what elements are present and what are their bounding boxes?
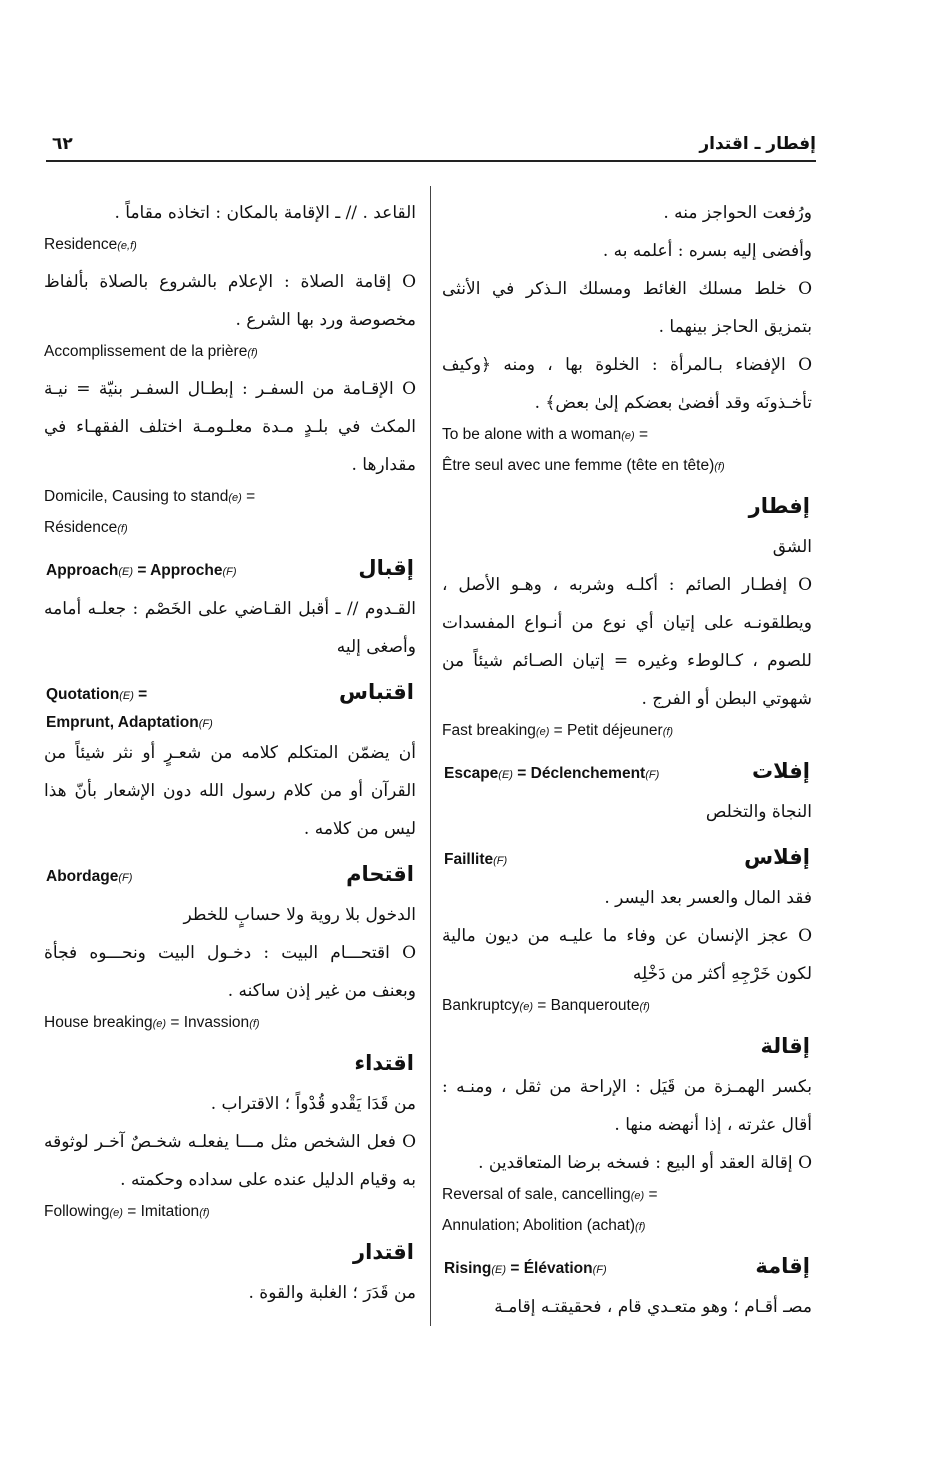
english-definition: Residence(e,f) [44,236,137,253]
left-column [44,194,416,1312]
right-column [442,194,812,1326]
entry-heading [44,680,416,714]
english-definition: Following(e) = Imitation(f) [44,1203,210,1220]
headword: إفلات [752,759,810,783]
english-definition: Reversal of sale, cancelling(e) = [442,1186,658,1203]
entry-heading [442,494,812,528]
arabic-definition: النجاة والتخلص [705,802,812,822]
entry-heading [442,1034,812,1068]
arabic-definition: أن يضمّن المتكلم كلامه من شعـرٍ أو نثر شيئاً من القرآن أو من كلام رسول الله دون الإشعار بأنّ هذا ليس من كلامه . [44,743,416,839]
arabic-definition: من قَدَا يَقْدو قُدْواً ؛ الاقتراب . [210,1094,416,1114]
running-head: إفطار ـ اقتدار [699,134,816,154]
arabic-definition: مصـ أقـام ؛ وهو متعـدي قام ، فحقيقتـه إقامـة [494,1297,812,1317]
arabic-definition: بكسر الهمـزة من قَيَل : الإراحة من ثقل ، ومنـه : أقال عثرته ، إذا أنهضه منها . [442,1077,812,1135]
arabic-definition: O عجز الإنسان عن وفاء ما عليـه من ديون مالية لكون خَرْجِهِ أكثر من دَخْلِه [442,926,812,984]
headword: إفطار [748,494,810,518]
english-definition: To be alone with a woman(e) = [442,426,649,443]
english-definition: Annulation; Abolition (achat)(f) [442,1217,646,1234]
entry-heading [442,759,812,793]
arabic-definition: فقد المال والعسر بعد اليسر . [604,888,812,908]
page-header [46,130,816,164]
translation-equivalent-cont: Emprunt, Adaptation(F) [46,714,213,731]
page-number: ٦٢ [52,134,73,154]
arabic-definition: O إقامة الصلاة : الإعلام بالشروع بالصلاة بألفاظ مخصوصة ورد بها الشرع . [44,272,416,330]
translation-equivalent: Rising(E) = Élévation(F) [444,1260,607,1277]
translation-equivalent: Approach(E) = Approche(F) [46,562,237,579]
arabic-definition: O اقتحـــام البيت : دخـول البيت ونحـــوه فجأة وبعنف من غير إذن ساكنه . [44,943,416,1001]
english-definition: House breaking(e) = Invassion(f) [44,1014,260,1031]
translation-equivalent: Escape(E) = Déclenchement(F) [444,765,660,782]
translation-equivalent: Faillite(F) [444,851,508,868]
entry-heading [44,1240,416,1274]
arabic-definition: القاعد . // ـ الإقامة بالمكان : اتخاذه مقاماً . [114,203,416,223]
english-definition: Résidence(f) [44,519,128,536]
translation-equivalent: Quotation(E) = [46,686,148,703]
arabic-definition: القـدوم // ـ أقبل القـاضي على الخَصْم : جعلـه أمامه وأصغى إليه [44,599,416,657]
entry-heading [442,1254,812,1288]
english-definition: Fast breaking(e) = Petit déjeuner(f) [442,722,674,739]
arabic-definition: وأفضى إليه بسره : أعلمه به . [602,241,812,261]
headword: اقتحام [346,862,414,886]
arabic-definition: ورُفعت الحواجز منه . [663,203,812,223]
entry-heading [44,556,416,590]
arabic-definition: الشق [772,537,812,557]
english-definition: Être seul avec une femme (tête en tête)(f) [442,457,725,474]
headword: إقبال [358,556,414,580]
arabic-definition: O فعل الشخص مثل مـــا يفعلـه شخـصٌ آخـر لوثوقه به وقيام الدليل عنده على سداده وحكمته . [44,1132,416,1190]
english-definition: Bankruptcy(e) = Banqueroute(f) [442,997,650,1014]
english-definition: Domicile, Causing to stand(e) = [44,488,256,505]
headword: إقالة [760,1034,810,1058]
header-rule [46,160,816,162]
arabic-definition: من قَدَرَ ؛ الغلبة والقوة . [248,1283,416,1303]
column-divider [430,186,431,1326]
headword: اقتداء [354,1051,414,1075]
arabic-definition: الدخول بلا روية ولا حسابٍ للخطر [183,905,416,925]
entry-heading [44,862,416,896]
arabic-definition: O الإفضاء بـالمرأة : الخلوة بها ، ومنه ﴿وكيف تأخـذونَه وقد أفضىٰ بعضكم إلىٰ بعض﴾ . [442,355,812,413]
headword: إقامة [755,1254,810,1278]
english-definition: Accomplissement de la prière(f) [44,343,258,360]
headword: إفلاس [744,845,810,869]
arabic-definition: O إفطـار الصائم : أكلـه وشربه ، وهـو الأصل ، ويطلقونـه على إتيان أي نوع من أنـواع المفسدات للصوم ، كـالوطء وغيره = إتيان الصـائم شيئاً من شهوتي البطن أو الفرج . [442,575,812,709]
headword: اقتباس [339,680,414,704]
arabic-definition: O خلط مسلك الغائط ومسلك الـذكر في الأنثى بتمزيق الحاجز بينهما . [442,279,812,337]
headword: اقتدار [353,1240,414,1264]
arabic-definition: O الإقـامة من السفـر : إبطـال السفـر بنيّة = نيـة المكث في بلـدٍ مـدة معلـومـة اختلف الفقهـاء في مقدارها . [44,379,416,475]
arabic-definition: O إقالة العقد أو البيع : فسخه برضا المتعاقدين . [478,1153,812,1173]
entry-heading [442,845,812,879]
entry-heading [44,1051,416,1085]
translation-equivalent: Abordage(F) [46,868,133,885]
